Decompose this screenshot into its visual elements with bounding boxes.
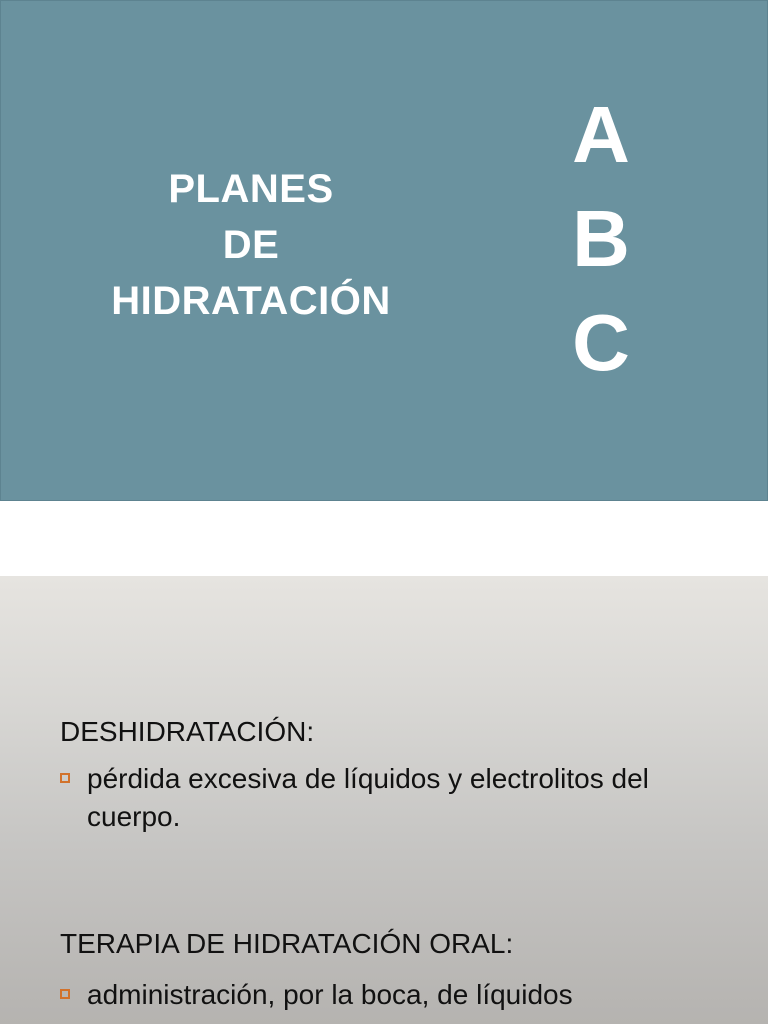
bullet-item-terapia (60, 976, 712, 1014)
bullet-text: pérdida excesiva de líquidos y electrolitos del cuerpo. (87, 763, 649, 832)
letter-b: B (572, 194, 630, 283)
square-bullet-icon (60, 773, 70, 783)
title-line-de: DE (222, 223, 280, 267)
slide-title (0, 0, 768, 501)
title-line-planes: PLANES (168, 167, 334, 211)
letter-c: C (572, 298, 630, 387)
title-line-hidratacion: HIDRATACIÓN (111, 279, 391, 323)
bullet-item-deshidratacion (60, 760, 712, 836)
letter-a: A (572, 90, 630, 179)
bullet-text: administración, por la boca, de líquidos (87, 979, 573, 1010)
slide-title-text (71, 161, 431, 329)
square-bullet-icon (60, 989, 70, 999)
slide-definitions (0, 576, 768, 1024)
abc-letters (541, 83, 661, 395)
heading-terapia: TERAPIA DE HIDRATACIÓN ORAL: (60, 928, 514, 959)
heading-deshidratacion: DESHIDRATACIÓN: (60, 716, 315, 747)
